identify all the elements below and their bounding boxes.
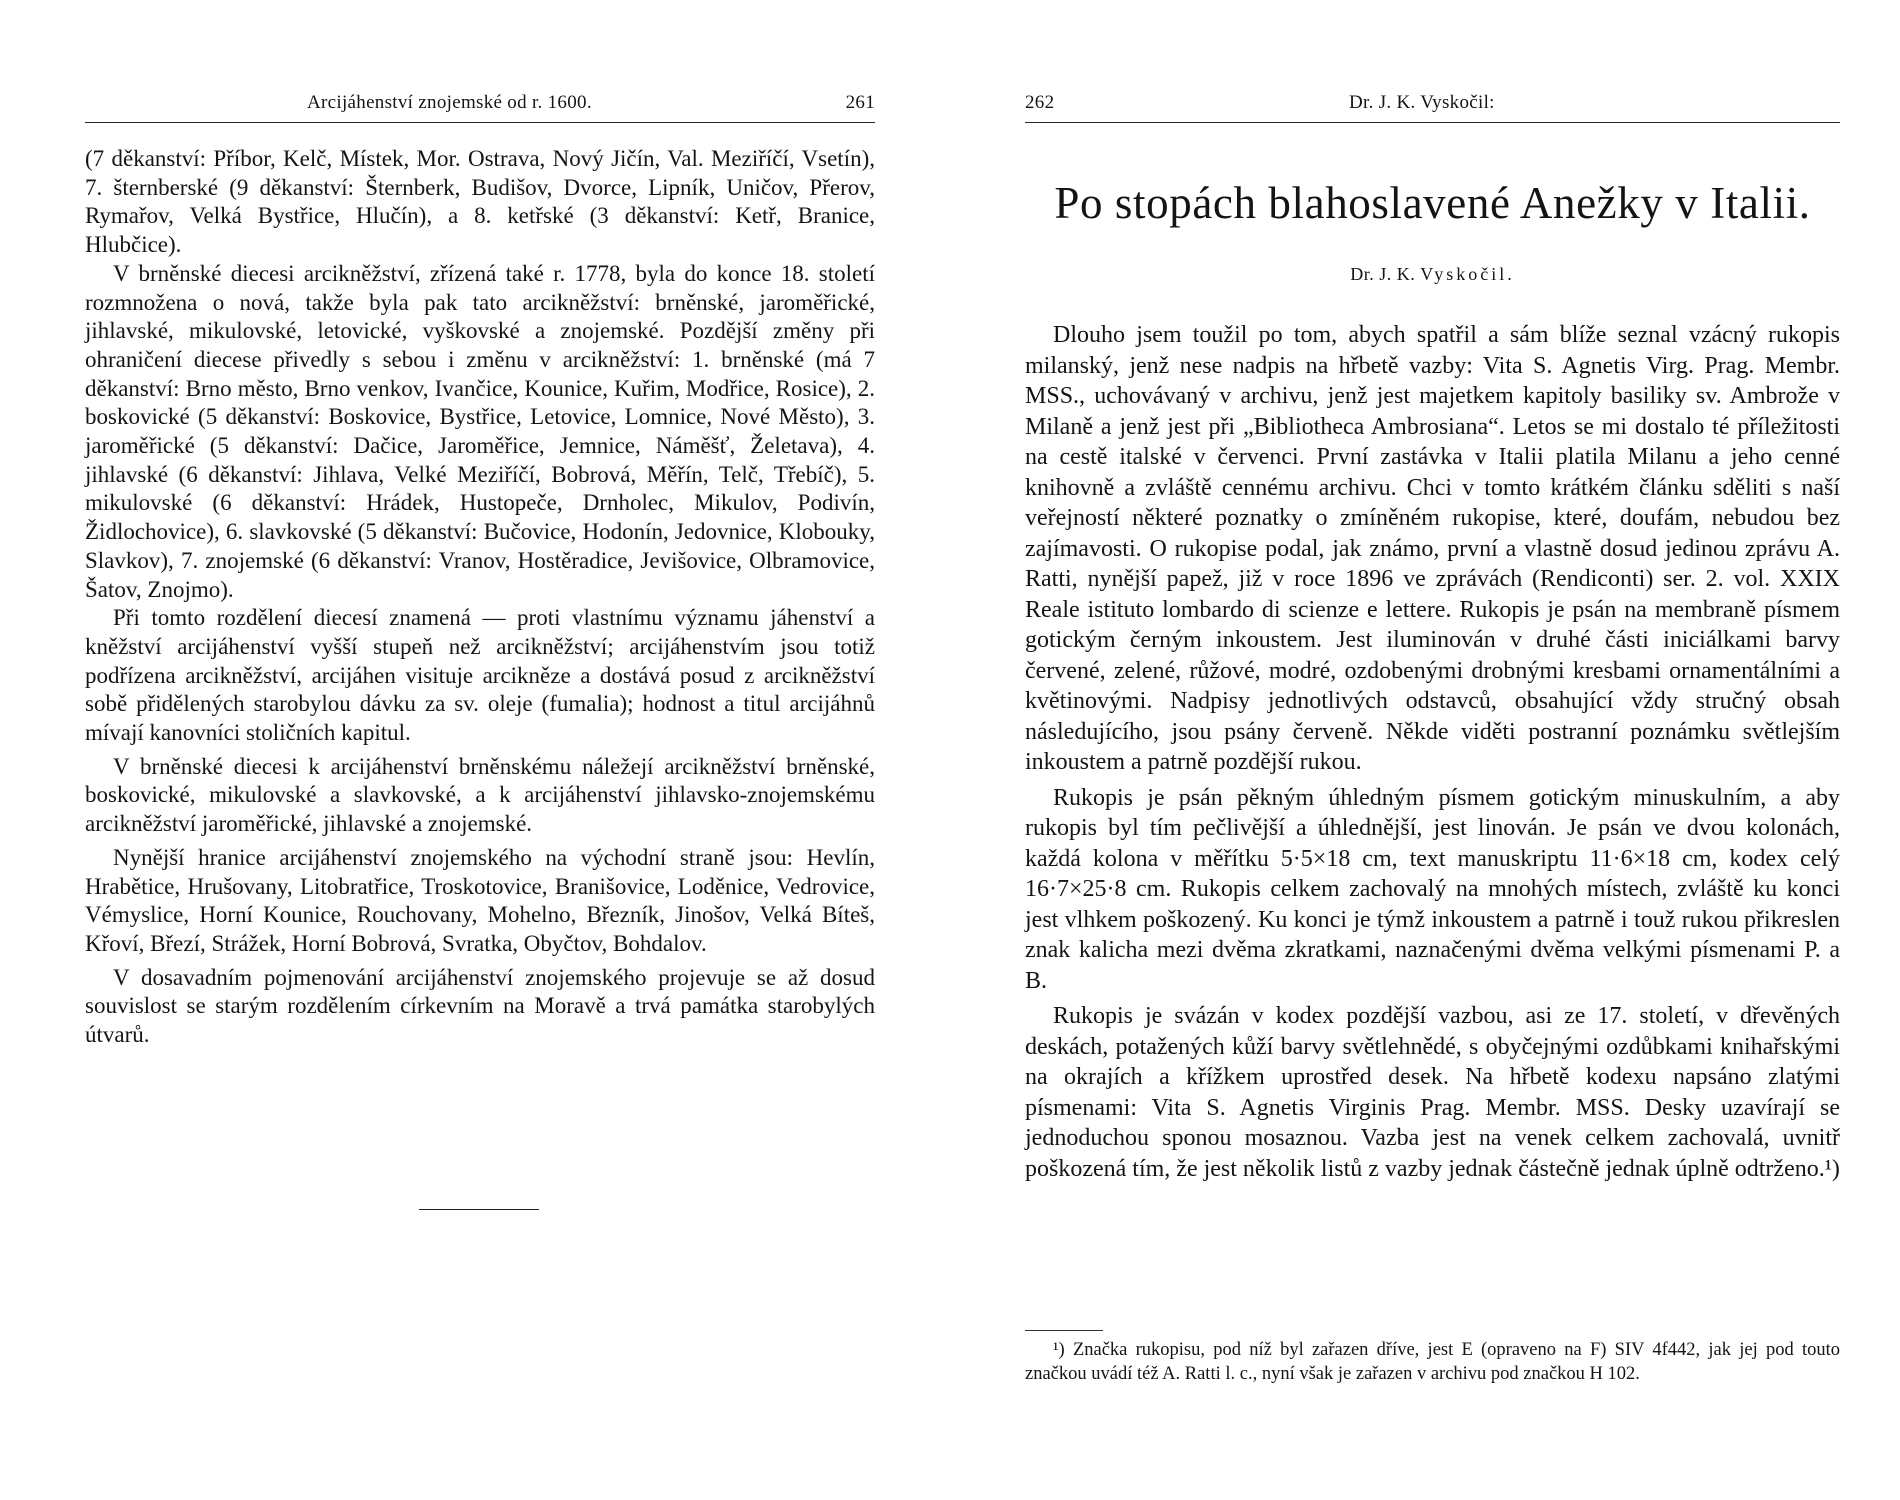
right-running-title: Dr. J. K. Vyskočil: bbox=[1349, 92, 1495, 113]
left-paragraph-4: V brněnské diecesi k arcijáhenství brněnskému náležejí arcikněžství brněnské, boskovické, mikulovské a slavkovské, a k arcijáhenství jihlavsko-znojemskému arcikněžství jaroměřické, jihlavské a znojemské. bbox=[85, 753, 875, 837]
right-page-number: 262 bbox=[1025, 92, 1055, 113]
article-author bbox=[1025, 264, 1840, 285]
left-paragraph-6: V dosavadním pojmenování arcijáhenství znojemského projevuje se až dosud souvislost se starým rozdělením církevním na Moravě a trvá památka starobylých útvarů. bbox=[85, 964, 875, 1048]
left-paragraph-2: V brněnské diecesi arcikněžství, zřízená také r. 1778, byla do konce 18. století rozmnožena o nová, takže byla pak tato arcikněžství: brněnské, jaroměřické, jihlavské, mikulovské, letovické, vyškovské a znojemské. Pozdější změny při ohraničení diecese přivedly s sebou i změnu v arcikněžství: 1. brněnské (má 7 děkanství: Brno město, Brno venkov, Ivančice, Kounice, Kuřim, Modřice, Rosice), 2. boskovické (5 děkanství: Boskovice, Bystřice, Letovice, Lomnice, Nové Město), 3. jaroměřické (5 děkanství: Dačice, Jaroměřice, Jemnice, Náměšť, Želetava), 4. jihlavské (6 děkanství: Jihlava, Velké Meziříčí, Bobrová, Měřín, Telč, Třebíč), 5. mikulovské (6 děkanství: Hrádek, Hustopeče, Drnholec, Mikulov, Podivín, Židlochovice), 6. slavkovské (5 děkanství: Bučovice, Hodonín, Jedovnice, Klobouky, Slavkov), 7. znojemské (6 děkanství: Vranov, Hostěradice, Jevišovice, Olbramovice, Šatov, Znojmo). bbox=[85, 260, 875, 602]
left-paragraph-5: Nynější hranice arcijáhenství znojemského na východní straně jsou: Hevlín, Hrabětice, Hrušovany, Litobratřice, Troskotovice, Branišovice, Loděnice, Vedrovice, Vémyslice, Horní Kounice, Rouchovany, Mohelno, Březník, Jinošov, Velká Bíteš, Křoví, Březí, Strážek, Horní Bobrová, Svratka, Obyčtov, Bohdalov. bbox=[85, 844, 875, 956]
right-page bbox=[1025, 0, 1840, 1500]
author-name: Vyskočil. bbox=[1420, 264, 1515, 284]
article-title: Po stopách blahoslavené Anežky v Italii. bbox=[1054, 178, 1811, 228]
left-page bbox=[85, 0, 875, 1500]
left-paragraph-3: Při tomto rozdělení diecesí znamená — proti vlastnímu významu jáhenství a kněžství arcijáhenství vyšší stupeň než arcikněžství; arcijáhenstvím jsou totiž podřízena arcikněžství, arcijáhen visituje arcikněze a dostává posud z arcikněžství sobě přidělených starobylou dávku za sv. oleje (fumalia); hodnost a titul arcijáhnů mívají kanovníci stoličních kapitul. bbox=[85, 605, 875, 746]
left-page-number: 261 bbox=[845, 92, 875, 113]
right-paragraph-2: Rukopis je psán pěkným úhledným písmem gotickým minuskulním, a aby rukopis byl tím pečlivější a úhlednější, jest linován. Je psán ve dvou kolonách, každá kolona v měřítku 5·5×18 cm, text manuskriptu 11·6×18 cm, kodex celý 16·7×25·8 cm. Rukopis celkem zachovalý na mnohých místech, zvláště ku konci jest vlhkem poškozený. Ku konci je týmž inkoustem a patrně i touž rukou přikreslen znak kalicha mezi dvěma zkratkami, naznačenými dvěma velkými písmenami P. a B. bbox=[1025, 784, 1840, 994]
author-prefix: Dr. J. K. bbox=[1350, 264, 1416, 284]
left-running-title: Arcijáhenství znojemské od r. 1600. bbox=[307, 92, 592, 113]
footnote: ¹) Značka rukopisu, pod níž byl zařazen dříve, jest E (opraveno na F) SIV 4f442, jak jej pod touto značkou uvádí též A. Ratti l. c., nyní však je zařazen v archivu pod značkou H 102. bbox=[1025, 1340, 1840, 1384]
left-running-head bbox=[85, 92, 875, 123]
right-running-head bbox=[1025, 92, 1840, 123]
right-paragraph-3: Rukopis je svázán v kodex pozdější vazbou, asi ze 17. století, v dřevěných deskách, potažených kůží barvy světlehnědé, s obyčejnými ozdůbkami knihařskými na okrajích a křížkem uprostřed desek. Na hřbetě kodexu napsáno zlatými písmenami: Vita S. Agnetis Virginis Prag. Membr. MSS. Desky uzavírají se jednoduchou sponou mosaznou. Vazba jest na venek celkem zachovalá, uvnitř poškozená tím, že jest několik listů z vazby jednak částečně jednak úplně odtrženo.¹) bbox=[1025, 1003, 1840, 1182]
footnote-rule bbox=[1025, 1330, 1103, 1331]
section-end-rule bbox=[419, 1209, 539, 1210]
left-paragraph-1: (7 děkanství: Příbor, Kelč, Místek, Mor. Ostrava, Nový Jičín, Val. Meziříčí, Vsetín), 7. šternberské (9 děkanství: Šternberk, Budišov, Dvorce, Lipník, Uničov, Přerov, Rymařov, Velká Bystřice, Hlučín), a 8. ketřské (3 děkanství: Ketř, Branice, Hlubčice). bbox=[85, 146, 875, 258]
right-body-text bbox=[1025, 320, 1840, 1189]
left-body-text bbox=[85, 145, 875, 1055]
right-paragraph-1: Dlouho jsem toužil po tom, abych spatřil a sám blíže seznal vzácný rukopis milanský, jenž nese nadpis na hřbetě vazby: Vita S. Agnetis Virg. Prag. Membr. MSS., uchovávaný v archivu, jenž jest majetkem kapitoly basiliky sv. Ambrože v Milaně a jenž jest při „Bibliotheca Ambrosiana“. Letos se mi dostalo té příležitosti na cestě italské v červenci. První zastávka v Italii platila Milanu a jeho cenné knihovně a zvláště cennému archivu. Chci v tomto krátkém článku sděliti s naší veřejností některé poznatky o zmíněném rukopise, které, doufám, nebudou bez zajímavosti. O rukopise podal, jak známo, první a vlastně dosud jedinou zprávu A. Ratti, nynější papež, již v roce 1896 ve zprávách (Rendiconti) ser. 2. vol. XXIX Reale istituto lombardo di scienze e lettere. Rukopis je psán na membraně písmem gotickým černým inkoustem. Jest iluminován v druhé části iniciálkami barvy červené, zelené, růžové, modré, ozdobenými drobnými kresbami ornamentálními a květinovými. Nadpisy jednotlivých odstavců, obsahující vždy stručný obsah následujícího, jsou psány červeně. Někde viděti postranní poznámku světlejším inkoustem a patrně pozdější rukou. bbox=[1025, 322, 1840, 775]
